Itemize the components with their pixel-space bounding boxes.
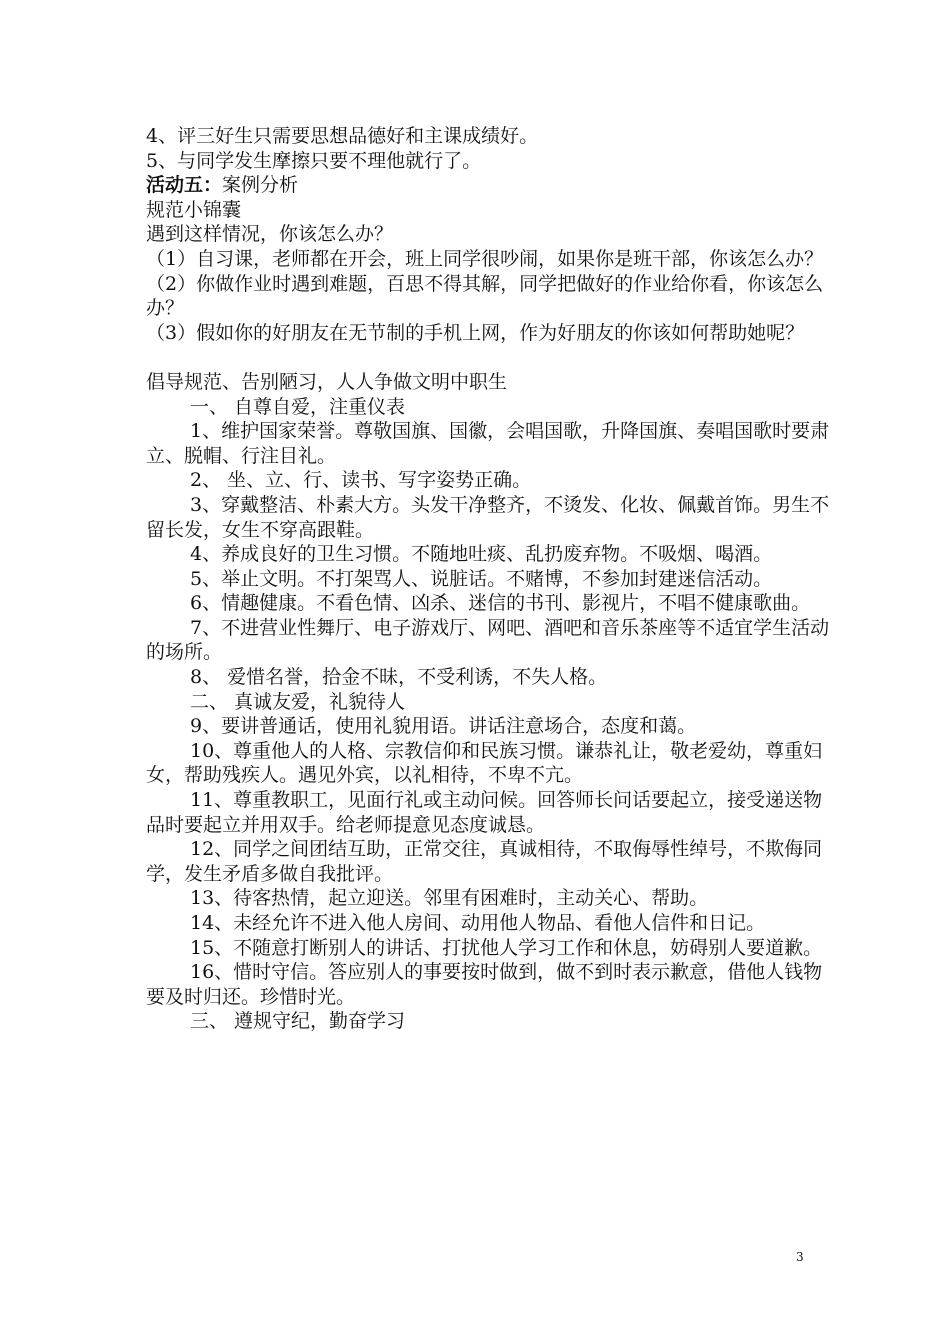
section-2-item-16: 16、惜时守信。答应别人的事要按时做到，做不到时表示歉意，借他人钱物要及时归还。珍惜时光。 <box>146 961 823 1008</box>
activity5-title: 案例分析 <box>222 174 299 197</box>
document-page <box>146 124 832 1034</box>
page-number: 3 <box>796 1250 804 1264</box>
section-2-item-15: 15、不随意打断别人的讲话、打扰他人学习工作和休息，妨碍别人要道歉。 <box>190 936 823 959</box>
rule-5: 5、与同学发生摩擦只要不理他就行了。 <box>146 149 482 172</box>
section-1-item-3: 3、穿戴整洁、朴素大方。头发干净整齐，不烫发、化妆、佩戴首饰。男生不留长发，女生不穿高跟鞋。 <box>146 493 830 541</box>
question-2: （2）你做作业时遇到难题，百思不得其解，同学把做好的作业给你看，你该怎么办？ <box>146 272 824 320</box>
section-1-item-6: 6、情趣健康。不看色情、凶杀、迷信的书刊、影视片，不唱不健康歌曲。 <box>190 592 811 615</box>
section-2-item-11: 11、尊重教职工，见面行礼或主动问候。回答师长问话要起立，接受递送物品时要起立并用双手。给老师提意见态度诚恳。 <box>146 789 823 836</box>
section-1-item-2: 2、 坐、立、行、读书、写字姿势正确。 <box>190 469 532 492</box>
activity5-label: 活动五： <box>146 174 223 197</box>
code-title: 倡导规范、告别陋习，人人争做文明中职生 <box>146 370 508 393</box>
section-1-item-4: 4、养成良好的卫生习惯。不随地吐痰、乱扔废弃物。不吸烟、喝酒。 <box>190 543 773 566</box>
section-2-item-13: 13、待客热情，起立迎送。邻里有困难时，主动关心、帮助。 <box>190 887 709 910</box>
section-2-item-10: 10、尊重他人的人格、宗教信仰和民族习惯。谦恭礼让，敬老爱幼，尊重妇女，帮助残疾人。遇见外宾，以礼相待，不卑不亢。 <box>146 739 823 787</box>
section-2-item-9: 9、要讲普通话，使用礼貌用语。讲话注意场合，态度和蔼。 <box>190 715 697 738</box>
tips-title: 规范小锦囊 <box>146 198 242 221</box>
section-1-heading: 一、 自尊自爱，注重仪表 <box>190 395 406 418</box>
section-3-heading: 三、 遵规守纪，勤奋学习 <box>190 1010 406 1033</box>
section-2-item-14: 14、未经允许不进入他人房间、动用他人物品、看他人信件和日记。 <box>190 912 766 934</box>
section-1-item-8: 8、 爱惜名誉，拾金不昧，不受利诱，不失人格。 <box>190 666 608 689</box>
activity5-heading <box>146 173 832 198</box>
section-2-heading: 二、 真诚友爱，礼貌待人 <box>190 690 406 713</box>
blank-line <box>146 345 832 370</box>
section-2-item-12: 12、同学之间团结互助，正常交往，真诚相待，不取侮辱性绰号，不欺侮同学，发生矛盾多做自我批评。 <box>146 838 823 885</box>
question-intro: 遇到这样情况，你该怎么办？ <box>146 223 394 246</box>
question-3: （3）假如你的好朋友在无节制的手机上网，作为好朋友的你该如何帮助她呢？ <box>146 321 805 344</box>
section-1-item-1: 1、维护国家荣誉。尊敬国旗、国徽，会唱国歌，升降国旗、奏唱国歌时要肃立、脱帽、行注目礼。 <box>146 420 830 467</box>
section-1-item-7: 7、不进营业性舞厅、电子游戏厅、网吧、酒吧和音乐茶座等不适宜学生活动的场所。 <box>146 616 830 664</box>
section-1-item-5: 5、举止文明。不打架骂人、说脏话。不赌博，不参加封建迷信活动。 <box>190 567 773 590</box>
question-1: （1）自习课，老师都在开会，班上同学很吵闹，如果你是班干部，你该怎么办？ <box>146 247 824 270</box>
rule-4: 4、评三好生只需要思想品德好和主课成绩好。 <box>146 125 539 147</box>
